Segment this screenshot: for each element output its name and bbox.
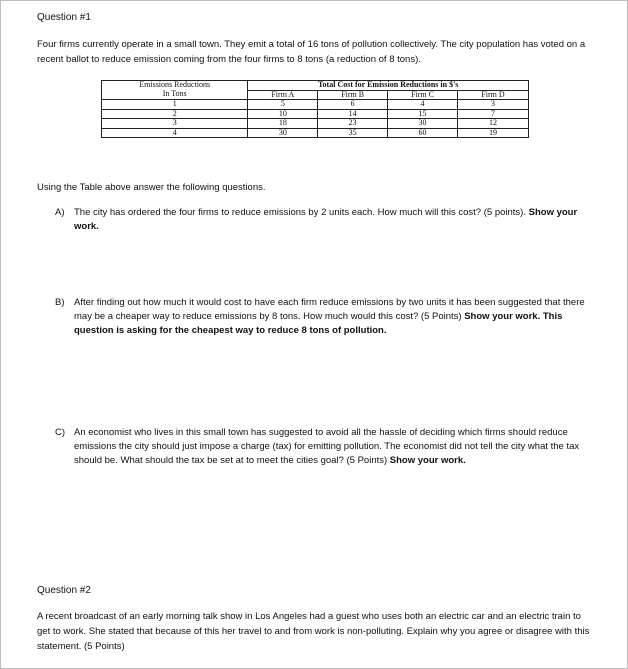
- cost-cell: 19: [457, 128, 528, 138]
- col-header-firm: Firm D: [457, 90, 528, 100]
- part-text: After finding out how much it would cost to have each firm reduce emissions by two units it has been suggested that there may be a cheaper way to reduce emissions by 8 tons. How much would this cost? (5 Points): [74, 297, 585, 322]
- part-bold-instruction: Show your work. This question is asking for the cheapest way to reduce 8 tons of pollution.: [74, 311, 563, 336]
- emission-cost-table: [101, 80, 529, 138]
- question-2-text: A recent broadcast of an early morning talk show in Los Angeles had a guest who uses both an electric car and an electric train to get to work. She stated that because of this her travel to and from work is non-polluting. Explain why you agree or disagree with this statement. (5 Points): [37, 611, 590, 652]
- col-header-reductions: Emissions Reductions: [139, 80, 211, 90]
- tons-cell: 2: [172, 108, 177, 118]
- question-1-intro: Four firms currently operate in a small town. They emit a total of 16 tons of pollution collectively. The city population has voted on a recent ballot to reduce emission coming from the four firms to 8 tons (a reduction of 8 tons).: [37, 39, 586, 65]
- cost-cell: 35: [318, 128, 388, 138]
- cost-cell: 4: [388, 100, 458, 110]
- cost-cell: 10: [248, 109, 318, 119]
- table-row: [102, 128, 529, 138]
- cost-cell: 6: [318, 100, 388, 110]
- table-row: [102, 100, 529, 110]
- cost-cell: 3: [457, 100, 528, 110]
- part-text: An economist who lives in this small town has suggested to avoid all the hassle of deciding which firms should reduce emissions the city should just impose a charge (tax) for emitting pollution. The economist did not tell the city what the tax should be. What should the tax be set at to meet the cities goal? (5 Points): [74, 427, 580, 466]
- part-bold-instruction: Show your work.: [74, 207, 578, 232]
- part-label: A): [55, 207, 65, 218]
- table-row: [102, 119, 529, 129]
- part-text: The city has ordered the four firms to reduce emissions by 2 units each. How much will this cost? (5 points).: [74, 207, 526, 218]
- part-label: B): [55, 297, 65, 308]
- cost-cell: 15: [388, 109, 458, 119]
- cost-cell: 60: [388, 128, 458, 138]
- tons-cell: 3: [172, 118, 177, 127]
- tons-cell: 1: [172, 99, 177, 108]
- cost-cell: 18: [248, 119, 318, 129]
- cost-cell: 14: [318, 109, 388, 119]
- col-header-firm: Firm B: [318, 90, 388, 100]
- tons-cell: 4: [172, 127, 177, 137]
- cost-cell: 5: [248, 100, 318, 110]
- col-header-in-tons: In Tons: [162, 89, 187, 99]
- cost-cell: 7: [457, 109, 528, 119]
- cost-cell: 30: [388, 119, 458, 129]
- col-header-firm: Firm A: [248, 90, 318, 100]
- col-header-firm: Firm C: [388, 90, 458, 100]
- part-bold-instruction: Show your work.: [389, 455, 466, 466]
- cost-cell: 12: [457, 119, 528, 129]
- question-1-title: Question #1: [37, 12, 91, 23]
- cost-cell: 23: [318, 119, 388, 129]
- group-header-total-cost: Total Cost for Emission Reductions in $'s: [248, 81, 529, 91]
- question-2-title: Question #2: [37, 585, 91, 596]
- cost-cell: 30: [248, 128, 318, 138]
- table-row: [102, 109, 529, 119]
- table-instruction: Using the Table above answer the following questions.: [37, 182, 266, 193]
- part-label: C): [55, 427, 66, 438]
